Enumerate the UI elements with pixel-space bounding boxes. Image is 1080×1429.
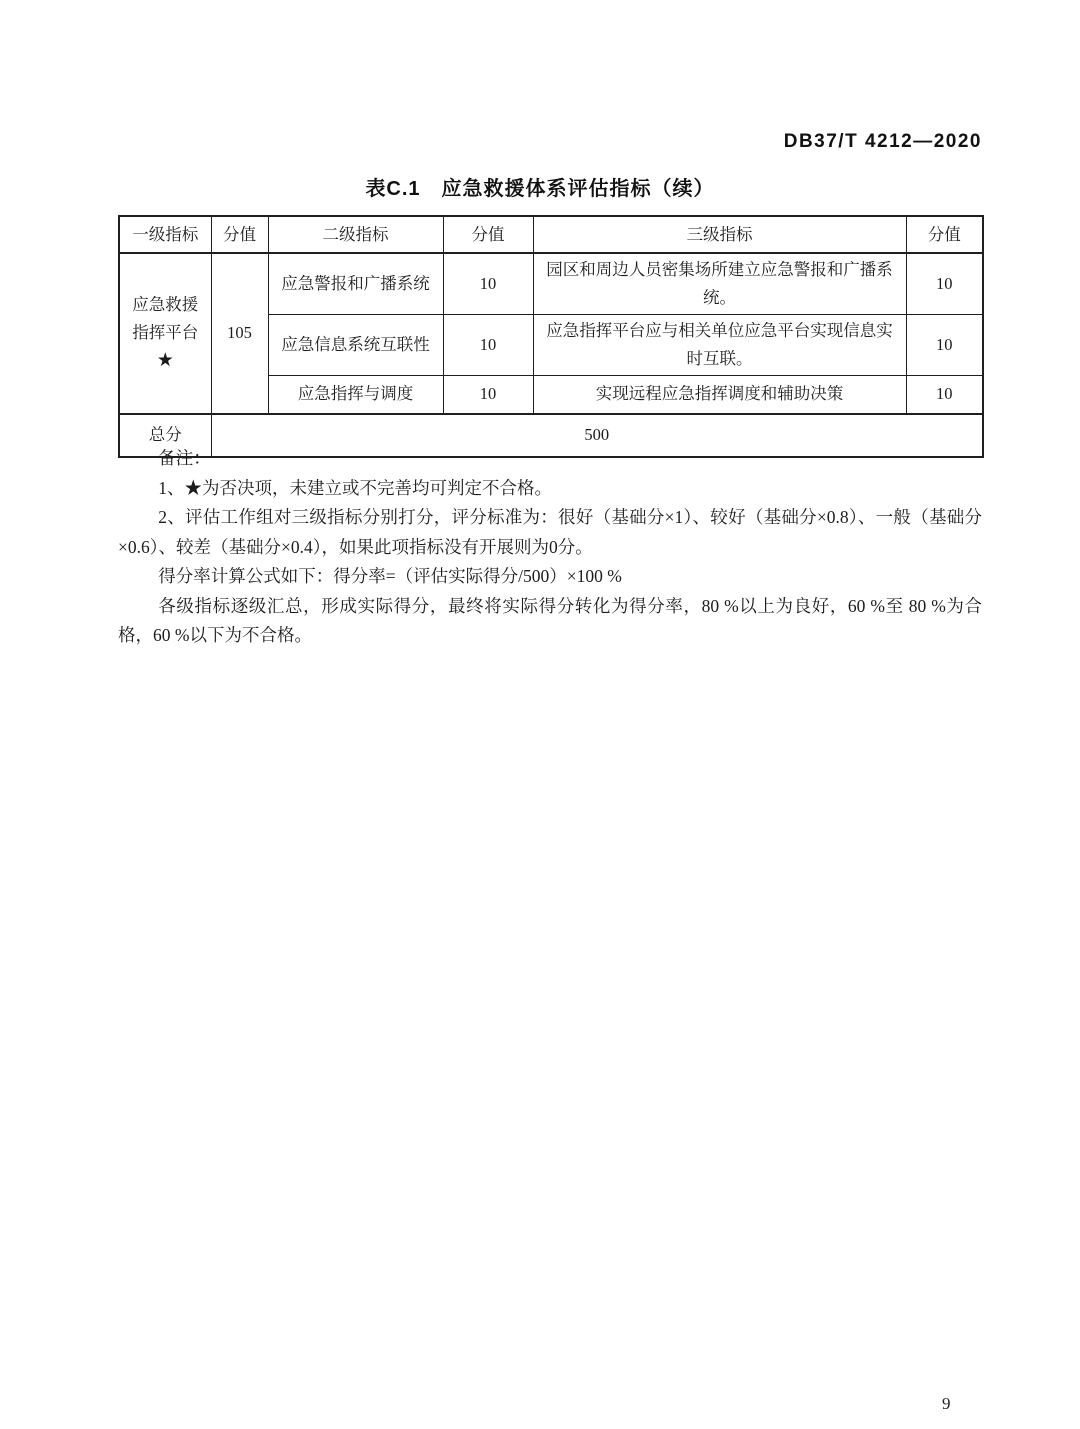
level1-name-line1: 应急救援 bbox=[132, 295, 199, 315]
evaluation-table bbox=[118, 215, 984, 458]
level3-indicator-cell: 实现远程应急指挥调度和辅助决策 bbox=[533, 376, 906, 414]
page-number: 9 bbox=[942, 1394, 951, 1413]
level2-indicator-cell: 应急警报和广播系统 bbox=[268, 253, 443, 315]
level2-score-cell: 10 bbox=[443, 253, 533, 315]
note-item-1: 1、★为否决项，未建立或不完善均可判定不合格。 bbox=[158, 477, 552, 498]
star-icon: ★ bbox=[156, 350, 174, 372]
standard-number: DB37/T 4212—2020 bbox=[783, 131, 982, 152]
note-item-2: 2、评估工作组对三级指标分别打分，评分标准为：很好（基础分×1）、较好（基础分×0.8）、一般（基础分×0.6）、较差（基础分×0.4），如果此项指标没有开展则为0分。 bbox=[118, 507, 982, 557]
header-score2: 分值 bbox=[443, 216, 533, 253]
note-item-4: 各级指标逐级汇总，形成实际得分，最终将实际得分转化为得分率，80 %以上为良好，60 %至 80 %为合格，60 %以下为不合格。 bbox=[118, 595, 982, 645]
header-level3: 三级指标 bbox=[533, 216, 906, 253]
table-row bbox=[119, 253, 983, 315]
level3-indicator-cell: 应急指挥平台应与相关单位应急平台实现信息实时互联。 bbox=[533, 315, 906, 376]
level3-score-cell: 10 bbox=[906, 315, 983, 376]
header-level2: 二级指标 bbox=[268, 216, 443, 253]
level2-score-cell: 10 bbox=[443, 376, 533, 414]
note-item-3: 得分率计算公式如下：得分率=（评估实际得分/500）×100 % bbox=[158, 566, 622, 586]
header-level1: 一级指标 bbox=[119, 216, 211, 253]
notes-label: 备注： bbox=[158, 448, 211, 468]
level3-indicator-cell: 园区和周边人员密集场所建立应急警报和广播系统。 bbox=[533, 253, 906, 315]
table-title: 表C.1 应急救援体系评估指标（续） bbox=[365, 178, 715, 200]
total-value-cell: 500 bbox=[211, 414, 983, 457]
notes-section bbox=[118, 444, 982, 651]
level2-indicator-cell: 应急指挥与调度 bbox=[268, 376, 443, 414]
level1-indicator-cell bbox=[119, 253, 211, 414]
level3-score-cell: 10 bbox=[906, 376, 983, 414]
header-score1: 分值 bbox=[211, 216, 268, 253]
level3-score-cell: 10 bbox=[906, 253, 983, 315]
table-header-row bbox=[119, 216, 983, 253]
header-score3: 分值 bbox=[906, 216, 983, 253]
level2-indicator-cell: 应急信息系统互联性 bbox=[268, 315, 443, 376]
total-label-cell: 总分 bbox=[119, 414, 211, 457]
level2-score-cell: 10 bbox=[443, 315, 533, 376]
level1-name-line2: 指挥平台 bbox=[132, 323, 199, 343]
level1-score-cell: 105 bbox=[211, 253, 268, 414]
